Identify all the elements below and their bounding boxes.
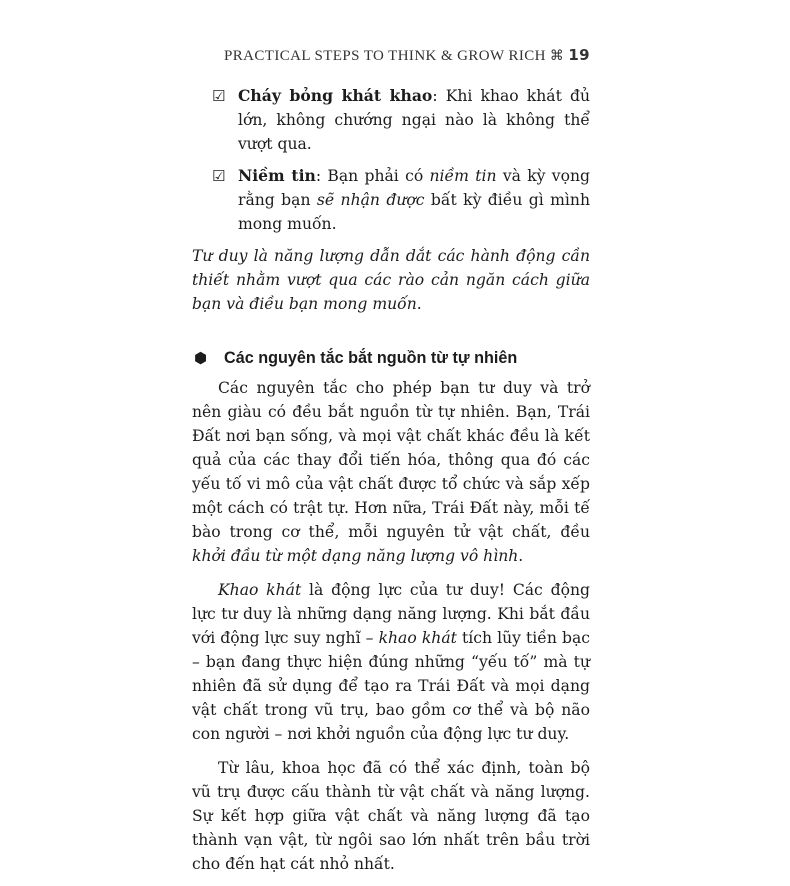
section-heading-text: Các nguyên tắc bắt nguồn từ tự nhiên	[224, 349, 518, 367]
checklist-term: Cháy bỏng khát khao	[238, 86, 433, 105]
emphasis: khởi đầu từ một dạng năng lượng vô hình	[192, 547, 519, 565]
checklist-description: và kỳ vọng rằng bạn	[238, 167, 591, 209]
running-header-title: PRACTICAL STEPS TO THINK & GROW RICH	[223, 48, 546, 64]
command-symbol-icon: ⌘	[549, 48, 565, 64]
paragraph-text: Các nguyên tắc cho phép bạn tư duy và trở nên giàu có đều bắt nguồn từ tự nhiên. Bạn, Trái Đất nơi bạn sống, và mọi vật chất khác đều là kết quả của các thay đổi tiến hóa, thông qua đó các yếu tố vi mô của vật chất được tổ chức và sắp xếp một cách có trật tự. Hơn nữa, Trái Đất này, mỗi tế bào trong cơ thể, mỗi nguyên tử vật chất, đều	[192, 379, 590, 541]
emphasis: Khao khát	[218, 581, 302, 599]
checklist-term: Niềm tin	[238, 166, 316, 185]
italic-quote: Tư duy là năng lượng dẫn dắt các hành động cần thiết nhằm vượt qua các rào cản ngăn cách giữa bạn và điều bạn mong muốn.	[192, 247, 590, 313]
paragraph-text: tích lũy tiền bạc – bạn đang thực hiện đúng những “yếu tố” mà tự nhiên đã sử dụng để tạo ra Trái Đất và mọi dạng vật chất trong vũ trụ, bao gồm cơ thể và bộ não con người – nơi khởi nguồn của động lực tư duy.	[192, 629, 590, 743]
paragraph-3: Từ lâu, khoa học đã có thể xác định, toàn bộ vũ trụ được cấu thành từ vật chất và năng lượng. Sự kết hợp giữa vật chất và năng lượng đã tạo thành vạn vật, từ ngôi sao lớn nhất trên bầu trời cho đến hạt cát nhỏ nhất.	[192, 759, 590, 873]
page-number: 19	[568, 46, 590, 64]
checklist-item-desire	[192, 84, 590, 156]
hexagon-bullet-icon: ⬢	[194, 349, 208, 367]
paragraph-text: là động lực của tư duy! Các động lực tư duy là những dạng năng lượng. Khi bắt đầu với động lực suy nghĩ –	[192, 581, 590, 647]
emphasis: khao khát	[378, 629, 457, 647]
paragraph-text: .	[518, 547, 524, 565]
paragraph-1	[192, 376, 590, 568]
checklist-description: : Bạn phải có	[315, 167, 430, 185]
checklist-description: bất kỳ điều gì mình mong muốn.	[238, 191, 591, 233]
checkbox-checked-icon: ☑	[212, 167, 226, 185]
checklist-description: : Khi khao khát đủ lớn, không chướng ngại nào là không thể vượt qua.	[238, 87, 590, 153]
emphasis: niềm tin	[429, 167, 497, 185]
running-header	[224, 46, 590, 65]
paragraph-2	[192, 578, 590, 746]
page-body	[192, 84, 590, 886]
checklist-item-text	[238, 84, 590, 156]
checklist-item-faith	[192, 164, 590, 236]
emphasis: sẽ nhận được	[316, 191, 425, 209]
section-heading	[192, 346, 590, 370]
checkbox-checked-icon: ☑	[212, 87, 226, 105]
checklist-item-text	[238, 164, 590, 236]
